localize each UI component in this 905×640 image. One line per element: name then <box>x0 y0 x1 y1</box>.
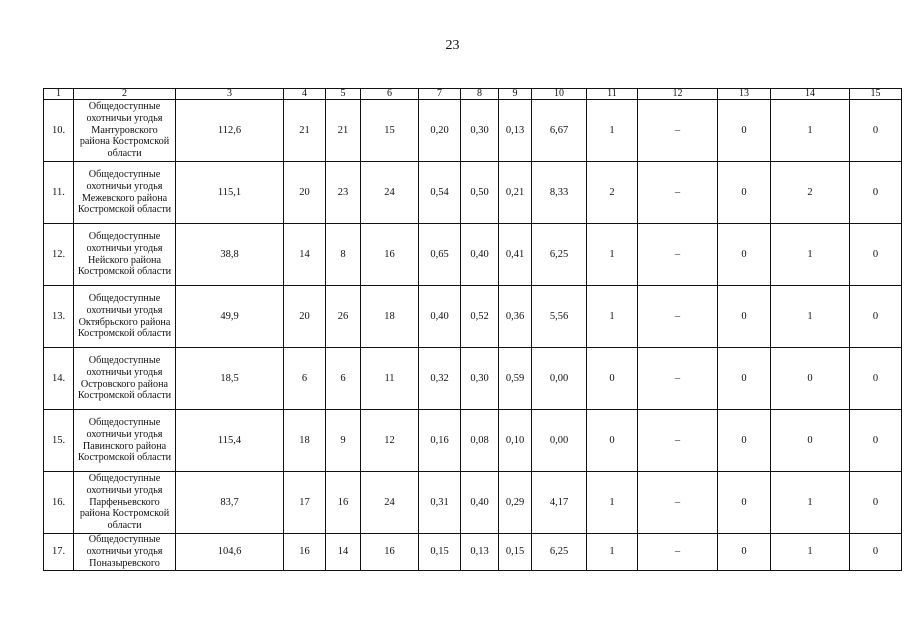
table-cell: 0,15 <box>419 534 461 571</box>
table-cell: 1 <box>587 286 638 348</box>
table-cell: 24 <box>361 472 419 534</box>
table-cell: 0 <box>718 472 771 534</box>
table-cell: 4,17 <box>532 472 587 534</box>
table-cell: 0 <box>850 286 902 348</box>
table-cell: – <box>638 162 718 224</box>
column-header-7: 7 <box>419 89 461 100</box>
table-cell: 0 <box>718 224 771 286</box>
table-cell: 6,67 <box>532 100 587 162</box>
table-cell: 18 <box>361 286 419 348</box>
table-cell: 0 <box>771 348 850 410</box>
table-cell: 2 <box>587 162 638 224</box>
table-cell: 18,5 <box>176 348 284 410</box>
table-cell: 112,6 <box>176 100 284 162</box>
table-cell: 6,25 <box>532 224 587 286</box>
row-number-cell: 15. <box>44 410 74 472</box>
table-cell: 0,40 <box>419 286 461 348</box>
table-row <box>44 348 902 410</box>
column-header-8: 8 <box>461 89 499 100</box>
table-cell: 0,13 <box>499 100 532 162</box>
table-cell: 0 <box>718 410 771 472</box>
table-cell: 49,9 <box>176 286 284 348</box>
table-cell: – <box>638 472 718 534</box>
page-number: 23 <box>445 38 460 53</box>
column-header-2: 2 <box>74 89 176 100</box>
table-cell: 115,1 <box>176 162 284 224</box>
table-cell: 0,10 <box>499 410 532 472</box>
column-header-12: 12 <box>638 89 718 100</box>
table-row <box>44 472 902 534</box>
column-header-14: 14 <box>771 89 850 100</box>
column-header-4: 4 <box>284 89 326 100</box>
table-cell: – <box>638 534 718 571</box>
table-body <box>44 100 902 571</box>
table-cell: 0,41 <box>499 224 532 286</box>
table-cell: 8 <box>326 224 361 286</box>
table-cell: 5,56 <box>532 286 587 348</box>
table-cell: 16 <box>326 472 361 534</box>
table-cell: 11 <box>361 348 419 410</box>
table-cell: 0,16 <box>419 410 461 472</box>
table-cell: 0 <box>850 224 902 286</box>
column-header-11: 11 <box>587 89 638 100</box>
table-cell: – <box>638 100 718 162</box>
ground-name-cell: Общедоступные охотничьи угодья Поназыревского <box>74 534 176 571</box>
table-cell: 1 <box>587 534 638 571</box>
column-header-13: 13 <box>718 89 771 100</box>
column-header-6: 6 <box>361 89 419 100</box>
table-cell: – <box>638 286 718 348</box>
table-cell: – <box>638 410 718 472</box>
table-cell: 104,6 <box>176 534 284 571</box>
table-cell: 0 <box>718 534 771 571</box>
ground-name-cell: Общедоступные охотничьи угодья Павинского района Костромской области <box>74 410 176 472</box>
table-cell: 6,25 <box>532 534 587 571</box>
column-header-10: 10 <box>532 89 587 100</box>
table-cell: 0,30 <box>461 348 499 410</box>
table-cell: 0,36 <box>499 286 532 348</box>
table-row <box>44 162 902 224</box>
table-cell: 0 <box>718 100 771 162</box>
table-row <box>44 100 902 162</box>
table-cell: 0,31 <box>419 472 461 534</box>
table-cell: 16 <box>361 224 419 286</box>
column-header-3: 3 <box>176 89 284 100</box>
table-cell: 0,00 <box>532 348 587 410</box>
table-cell: 21 <box>326 100 361 162</box>
ground-name-cell: Общедоступные охотничьи угодья Межевского района Костромской области <box>74 162 176 224</box>
table-cell: 0,08 <box>461 410 499 472</box>
column-header-9: 9 <box>499 89 532 100</box>
table-cell: 1 <box>771 534 850 571</box>
table-cell: 0,65 <box>419 224 461 286</box>
column-header-5: 5 <box>326 89 361 100</box>
row-number-cell: 16. <box>44 472 74 534</box>
table-cell: 38,8 <box>176 224 284 286</box>
table-cell: 14 <box>326 534 361 571</box>
table-cell: 6 <box>326 348 361 410</box>
table-cell: 6 <box>284 348 326 410</box>
table-cell: 20 <box>284 286 326 348</box>
table-cell: 1 <box>587 472 638 534</box>
table-cell: 0,52 <box>461 286 499 348</box>
table-cell: 1 <box>771 472 850 534</box>
table-cell: 0 <box>850 472 902 534</box>
row-number-cell: 17. <box>44 534 74 571</box>
table-cell: 14 <box>284 224 326 286</box>
table-cell: 0,21 <box>499 162 532 224</box>
ground-name-cell: Общедоступные охотничьи угодья Нейского района Костромской области <box>74 224 176 286</box>
column-header-1: 1 <box>44 89 74 100</box>
table-cell: 0,54 <box>419 162 461 224</box>
table-cell: 2 <box>771 162 850 224</box>
column-number-row <box>44 89 902 100</box>
ground-name-cell: Общедоступные охотничьи угодья Мантуровского района Костромской области <box>74 100 176 162</box>
table-cell: 0,29 <box>499 472 532 534</box>
table-cell: 18 <box>284 410 326 472</box>
table-cell: 0,40 <box>461 472 499 534</box>
table-cell: 15 <box>361 100 419 162</box>
table-cell: 1 <box>587 224 638 286</box>
table-cell: 115,4 <box>176 410 284 472</box>
table-cell: 1 <box>771 100 850 162</box>
table-cell: 0 <box>850 534 902 571</box>
table-cell: – <box>638 348 718 410</box>
table-cell: 0 <box>587 348 638 410</box>
table-row <box>44 224 902 286</box>
column-header-15: 15 <box>850 89 902 100</box>
data-table-container <box>43 88 881 571</box>
ground-name-cell: Общедоступные охотничьи угодья Островского района Костромской области <box>74 348 176 410</box>
table-cell: 20 <box>284 162 326 224</box>
ground-name-cell: Общедоступные охотничьи угодья Парфеньевского района Костромской области <box>74 472 176 534</box>
table-cell: 0,00 <box>532 410 587 472</box>
row-number-cell: 11. <box>44 162 74 224</box>
table-cell: 0 <box>587 410 638 472</box>
hunting-grounds-table <box>43 88 902 571</box>
table-cell: – <box>638 224 718 286</box>
table-cell: 21 <box>284 100 326 162</box>
ground-name-cell: Общедоступные охотничьи угодья Октябрьского района Костромской области <box>74 286 176 348</box>
table-row <box>44 286 902 348</box>
table-cell: 1 <box>587 100 638 162</box>
table-cell: 0,32 <box>419 348 461 410</box>
table-cell: 0,20 <box>419 100 461 162</box>
table-cell: 24 <box>361 162 419 224</box>
table-cell: 12 <box>361 410 419 472</box>
table-cell: 23 <box>326 162 361 224</box>
table-cell: 17 <box>284 472 326 534</box>
table-cell: 0,50 <box>461 162 499 224</box>
table-row <box>44 410 902 472</box>
table-cell: 0 <box>850 348 902 410</box>
table-cell: 26 <box>326 286 361 348</box>
table-cell: 0 <box>718 162 771 224</box>
table-cell: 0,30 <box>461 100 499 162</box>
table-cell: 0,40 <box>461 224 499 286</box>
table-cell: 0 <box>718 286 771 348</box>
table-cell: 9 <box>326 410 361 472</box>
table-cell: 0,59 <box>499 348 532 410</box>
table-cell: 1 <box>771 286 850 348</box>
table-cell: 0 <box>771 410 850 472</box>
table-cell: 0 <box>718 348 771 410</box>
table-cell: 1 <box>771 224 850 286</box>
row-number-cell: 13. <box>44 286 74 348</box>
table-cell: 0,15 <box>499 534 532 571</box>
row-number-cell: 14. <box>44 348 74 410</box>
table-cell: 0 <box>850 410 902 472</box>
table-cell: 0 <box>850 162 902 224</box>
table-cell: 83,7 <box>176 472 284 534</box>
table-row <box>44 534 902 571</box>
row-number-cell: 10. <box>44 100 74 162</box>
table-cell: 8,33 <box>532 162 587 224</box>
table-cell: 0,13 <box>461 534 499 571</box>
table-cell: 0 <box>850 100 902 162</box>
row-number-cell: 12. <box>44 224 74 286</box>
table-cell: 16 <box>284 534 326 571</box>
table-cell: 16 <box>361 534 419 571</box>
